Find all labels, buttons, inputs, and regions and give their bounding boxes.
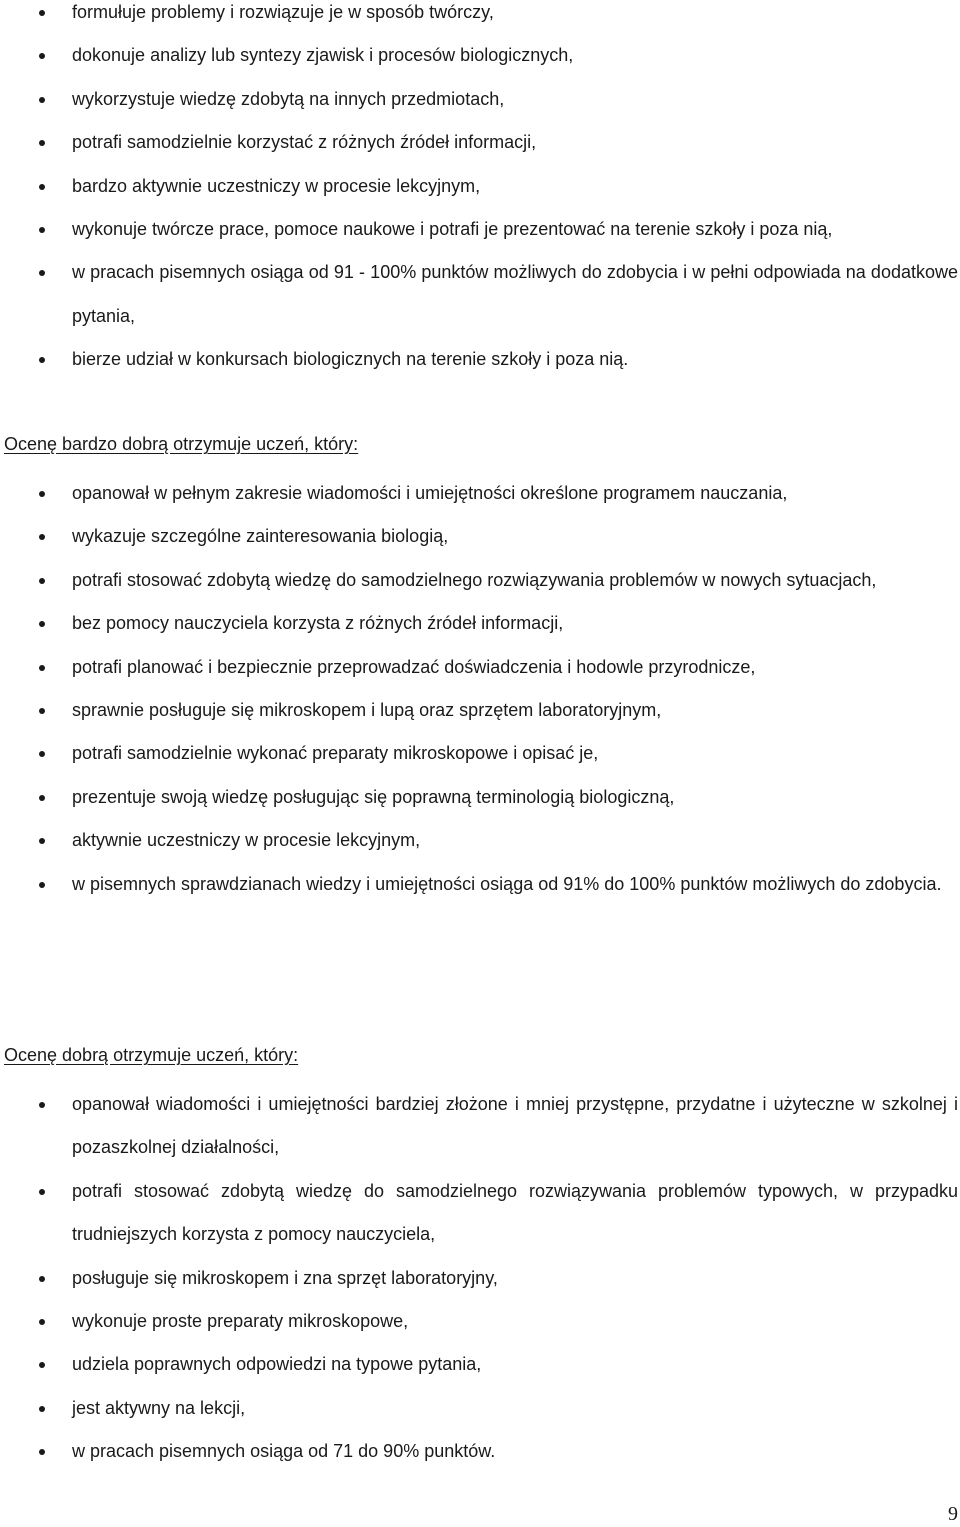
bullet-icon: [38, 863, 50, 906]
criteria-list-excellent-continued: [0, 0, 960, 382]
bullet-icon: [38, 208, 50, 251]
bullet-icon: [38, 1083, 50, 1126]
bullet-icon: [38, 338, 50, 381]
bullet-icon: [38, 1343, 50, 1386]
bullet-icon: [38, 121, 50, 164]
list-item: dokonuje analizy lub syntezy zjawisk i procesów biologicznych,: [0, 34, 960, 77]
page-number: 9: [948, 1503, 958, 1525]
list-item: bardzo aktywnie uczestniczy w procesie lekcyjnym,: [0, 165, 960, 208]
bullet-icon: [38, 1170, 50, 1213]
list-item: udziela poprawnych odpowiedzi na typowe pytania,: [0, 1343, 960, 1386]
heading-good-grade: Ocenę dobrą otrzymuje uczeń, który:: [4, 1045, 299, 1065]
bullet-icon: [38, 732, 50, 775]
list-item: wykonuje proste preparaty mikroskopowe,: [0, 1300, 960, 1343]
bullet-icon: [38, 78, 50, 121]
list-item: potrafi stosować zdobytą wiedzę do samodzielnego rozwiązywania problemów w nowych sytuacjach,: [0, 559, 960, 602]
list-item: aktywnie uczestniczy w procesie lekcyjnym,: [0, 819, 960, 862]
list-item: opanował wiadomości i umiejętności bardziej złożone i mniej przystępne, przydatne i użyteczne w szkolnej i pozaszkolnej działalności,: [0, 1083, 960, 1170]
list-item: opanował w pełnym zakresie wiadomości i umiejętności określone programem nauczania,: [0, 472, 960, 515]
bullet-icon: [38, 1387, 50, 1430]
bullet-icon: [38, 776, 50, 819]
bullet-icon: [38, 1300, 50, 1343]
list-item: sprawnie posługuje się mikroskopem i lupą oraz sprzętem laboratoryjnym,: [0, 689, 960, 732]
criteria-list-very-good: [0, 472, 960, 906]
list-item: posługuje się mikroskopem i zna sprzęt laboratoryjny,: [0, 1257, 960, 1300]
bullet-icon: [38, 689, 50, 732]
list-item: potrafi planować i bezpiecznie przeprowadzać doświadczenia i hodowle przyrodnicze,: [0, 646, 960, 689]
list-item: bez pomocy nauczyciela korzysta z różnych źródeł informacji,: [0, 602, 960, 645]
criteria-list-good: [0, 1083, 960, 1474]
list-item: wykonuje twórcze prace, pomoce naukowe i potrafi je prezentować na terenie szkoły i poza nią,: [0, 208, 960, 251]
list-item: jest aktywny na lekcji,: [0, 1387, 960, 1430]
bullet-icon: [38, 819, 50, 862]
list-item: wykazuje szczególne zainteresowania biologią,: [0, 515, 960, 558]
list-item: w pisemnych sprawdzianach wiedzy i umiejętności osiąga od 91% do 100% punktów możliwych do zdobycia.: [0, 863, 960, 906]
list-item: bierze udział w konkursach biologicznych na terenie szkoły i poza nią.: [0, 338, 960, 381]
bullet-icon: [38, 646, 50, 689]
bullet-icon: [38, 559, 50, 602]
list-item: w pracach pisemnych osiąga od 91 - 100% punktów możliwych do zdobycia i w pełni odpowiada na dodatkowe pytania,: [0, 251, 960, 338]
bullet-icon: [38, 472, 50, 515]
list-item: prezentuje swoją wiedzę posługując się poprawną terminologią biologiczną,: [0, 776, 960, 819]
bullet-icon: [38, 1257, 50, 1300]
bullet-icon: [38, 34, 50, 77]
bullet-icon: [38, 251, 50, 294]
list-item: w pracach pisemnych osiąga od 71 do 90% punktów.: [0, 1430, 960, 1473]
bullet-icon: [38, 165, 50, 208]
list-item: wykorzystuje wiedzę zdobytą na innych przedmiotach,: [0, 78, 960, 121]
bullet-icon: [38, 0, 50, 34]
list-item: potrafi samodzielnie wykonać preparaty mikroskopowe i opisać je,: [0, 732, 960, 775]
heading-very-good-grade: Ocenę bardzo dobrą otrzymuje uczeń, który:: [4, 434, 359, 454]
list-item: potrafi samodzielnie korzystać z różnych źródeł informacji,: [0, 121, 960, 164]
bullet-icon: [38, 515, 50, 558]
bullet-icon: [38, 602, 50, 645]
list-item: potrafi stosować zdobytą wiedzę do samodzielnego rozwiązywania problemów typowych, w przypadku trudniejszych korzysta z pomocy nauczyciela,: [0, 1170, 960, 1257]
list-item: formułuje problemy i rozwiązuje je w sposób twórczy,: [0, 0, 960, 34]
bullet-icon: [38, 1430, 50, 1473]
